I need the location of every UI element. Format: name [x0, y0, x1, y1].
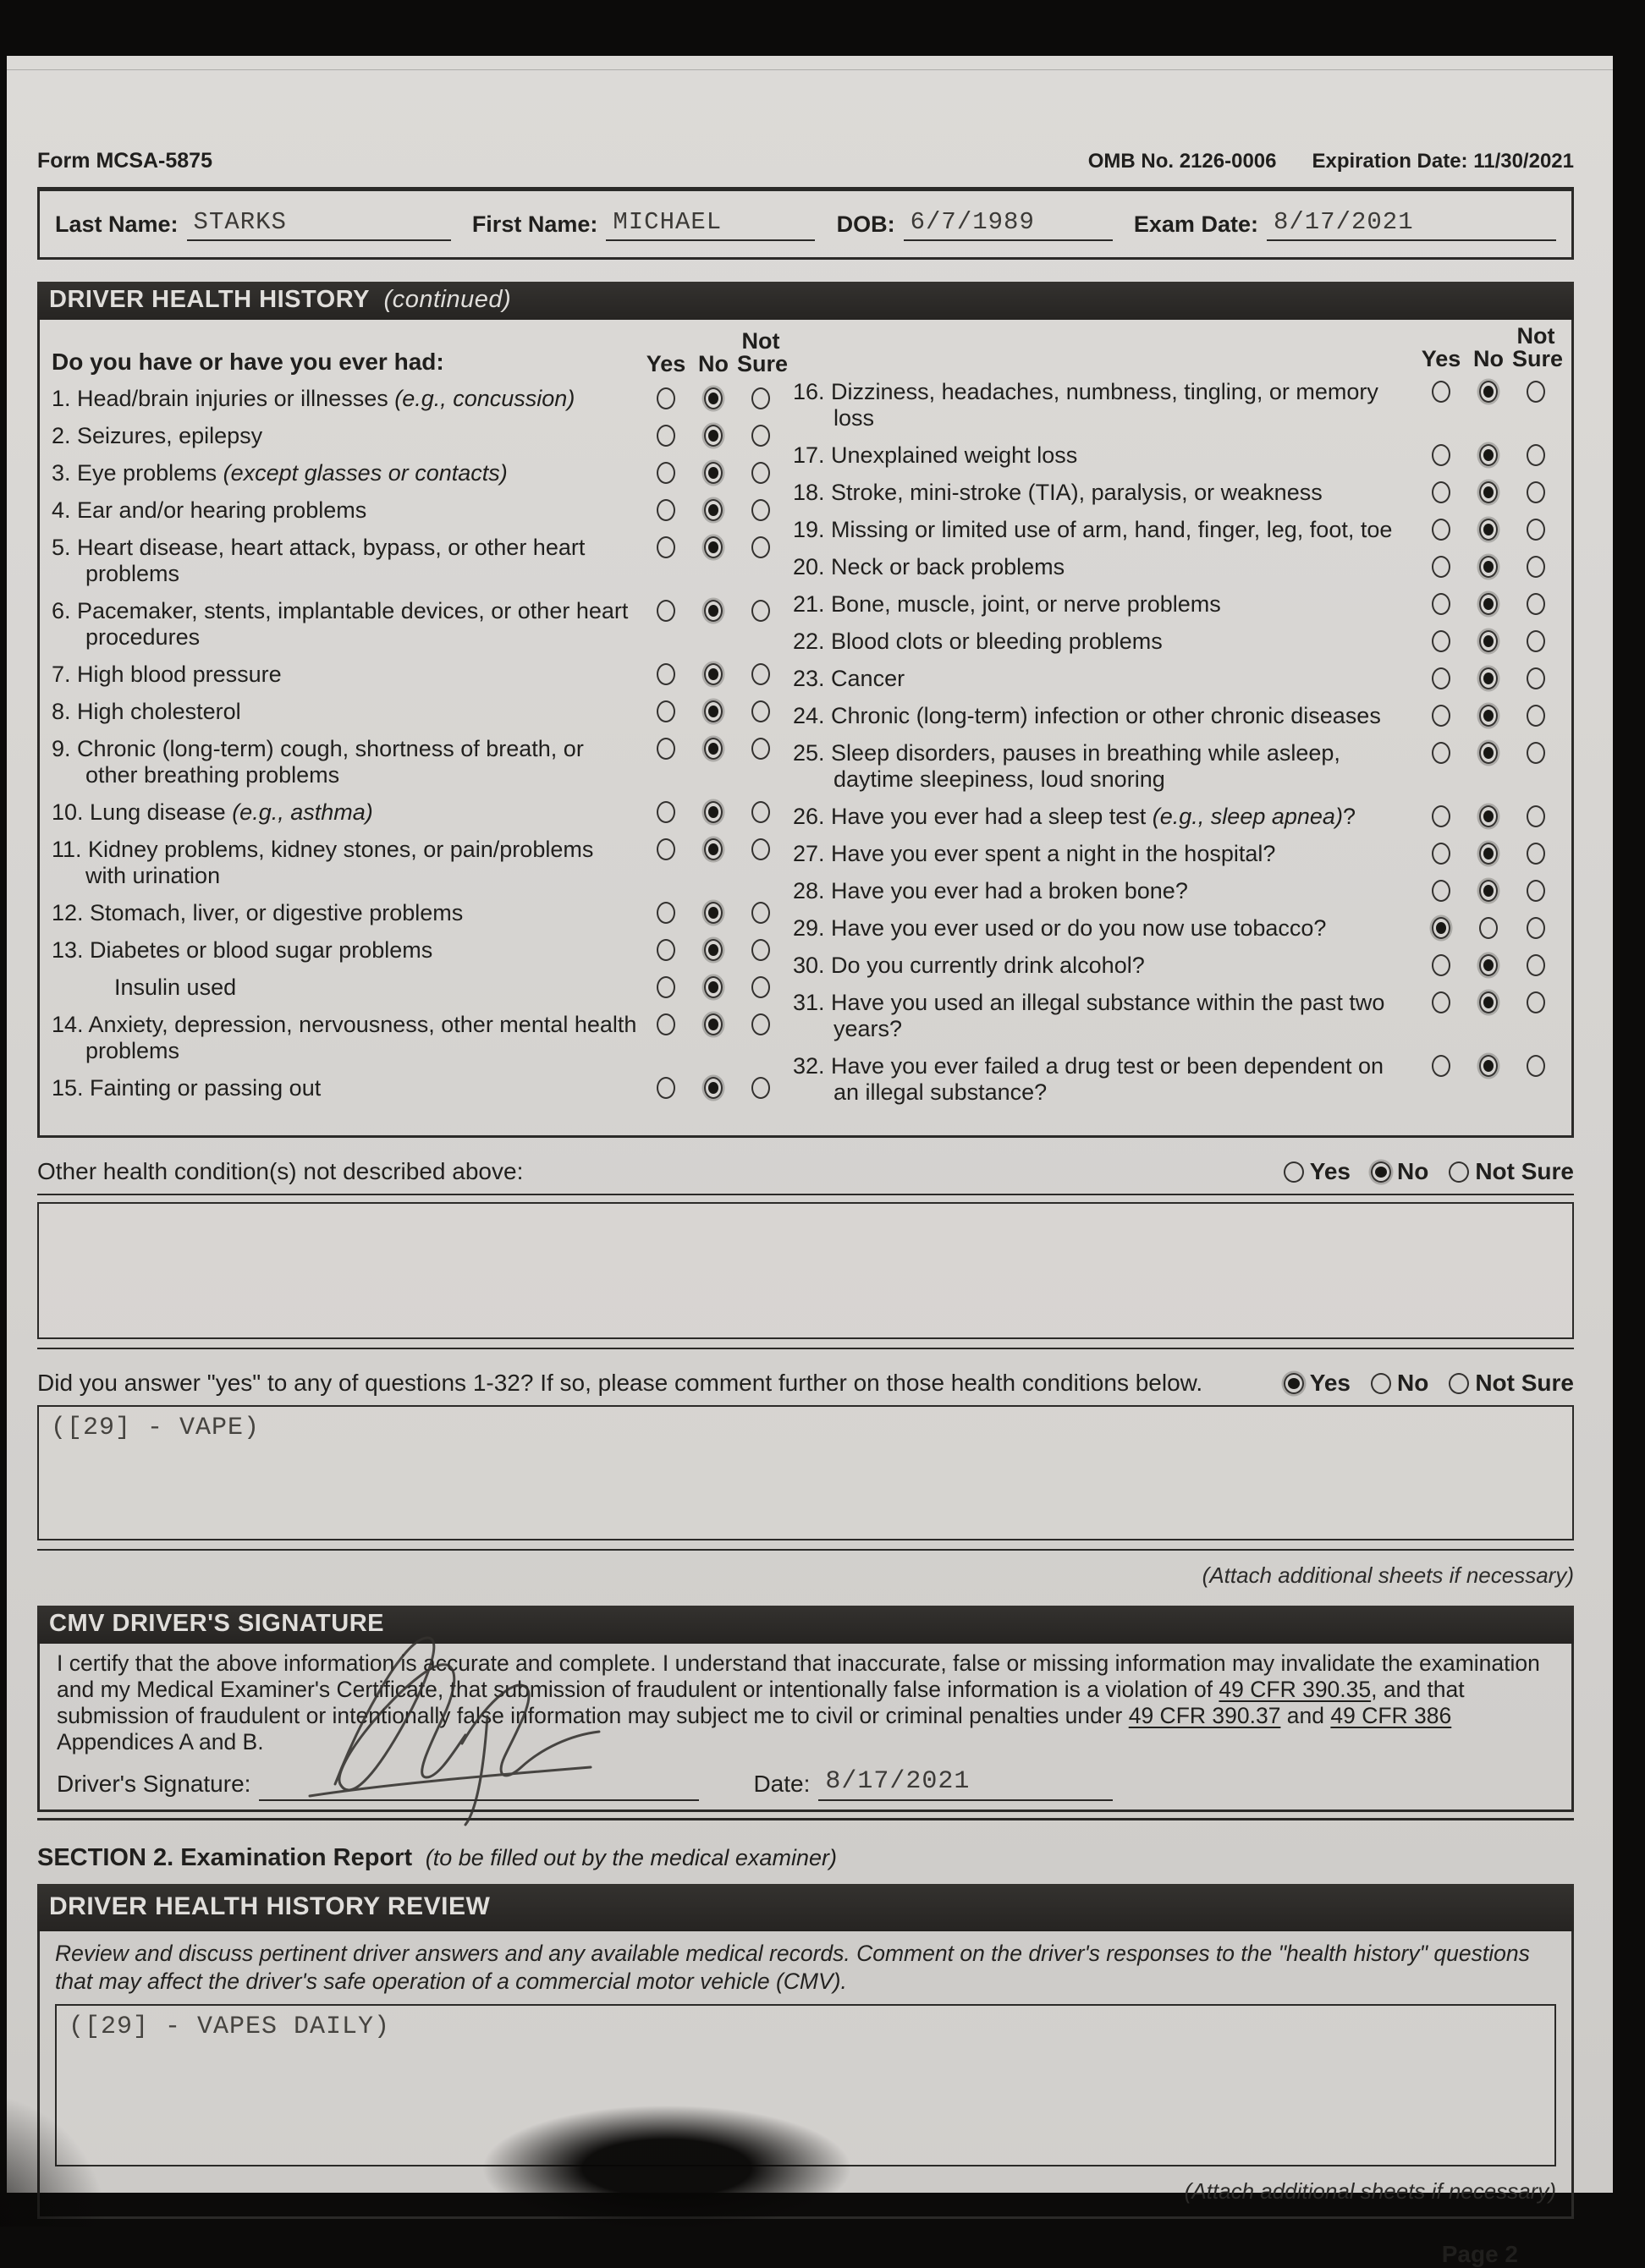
q20-yes-radio[interactable] [1432, 556, 1450, 578]
question-row [52, 799, 784, 826]
q22-text: 22. Blood clots or bleeding problems [793, 629, 1163, 654]
other-not-sure-label: Not Sure [1475, 1158, 1574, 1184]
q15-yes-radio[interactable] [657, 1077, 675, 1099]
q9-yes-radio[interactable] [657, 738, 675, 760]
q32-text: 32. Have you ever failed a drug test or been dependent on an illegal substance? [793, 1053, 1384, 1105]
question-row [793, 703, 1560, 729]
q22-no-radio[interactable] [1479, 630, 1498, 652]
question-row [793, 442, 1560, 469]
other-not-sure-radio[interactable] [1449, 1161, 1469, 1183]
q1-text: 1. Head/brain injuries or illnesses (e.g., concussion) [52, 386, 575, 411]
q24-no-radio[interactable] [1479, 705, 1498, 727]
q20-not-sure-radio[interactable] [1527, 556, 1545, 578]
form-header [37, 149, 1574, 173]
q16-no-radio[interactable] [1479, 381, 1498, 403]
q13-text: 13. Diabetes or blood sugar problems [52, 937, 433, 963]
question-row [793, 480, 1560, 506]
section2-heading: SECTION 2. Examination Report (to be filled out by the medical examiner) [37, 1844, 837, 1871]
health-history-review-bar: DRIVER HEALTH HISTORY REVIEW [37, 1884, 1574, 1931]
q31-not-sure-radio[interactable] [1527, 991, 1545, 1013]
q10-not-sure-radio[interactable] [751, 801, 770, 823]
question-row [52, 423, 784, 449]
col-header-no: No [1473, 346, 1504, 371]
other-no-option[interactable] [1371, 1158, 1428, 1185]
q26-not-sure-radio[interactable] [1527, 805, 1545, 827]
question-row [52, 900, 784, 926]
other-conditions-row [37, 1158, 1574, 1185]
question-row [793, 666, 1560, 692]
q24-yes-radio[interactable] [1432, 705, 1450, 727]
q14-not-sure-radio[interactable] [751, 1013, 770, 1035]
question-row [793, 878, 1560, 904]
other-yes-option[interactable] [1284, 1158, 1351, 1185]
q27-yes-radio[interactable] [1432, 843, 1450, 865]
q2-text: 2. Seizures, epilepsy [52, 423, 263, 448]
q32-not-sure-radio[interactable] [1527, 1055, 1545, 1077]
question-row [793, 517, 1560, 543]
q8-not-sure-radio[interactable] [751, 700, 770, 722]
health-history-grid [37, 320, 1574, 1138]
comment-textbox[interactable]: ([29] - VAPE) [37, 1405, 1574, 1540]
q1-yes-radio[interactable] [657, 387, 675, 409]
comments-not-sure-label: Not Sure [1475, 1370, 1574, 1396]
question-row [52, 386, 784, 412]
q11-yes-radio[interactable] [657, 838, 675, 860]
question-row [52, 837, 784, 889]
q13a-text: Insulin used [114, 975, 237, 1000]
q30-not-sure-radio[interactable] [1527, 954, 1545, 976]
q30-text: 30. Do you currently drink alcohol? [793, 953, 1145, 978]
q23-not-sure-radio[interactable] [1527, 667, 1545, 689]
certification-box [37, 1644, 1574, 1812]
comments-yes-label: Yes [1309, 1370, 1351, 1396]
q12-yes-radio[interactable] [657, 902, 675, 924]
driver-health-history-bar [37, 282, 1574, 320]
cmv-signature-bar: CMV DRIVER'S SIGNATURE [37, 1606, 1574, 1644]
comment-prompt-label: Did you answer "yes" to any of questions 1-32? If so, please comment further on those health conditions below. [37, 1370, 1203, 1396]
q27-no-radio[interactable] [1479, 843, 1498, 865]
q8-text: 8. High cholesterol [52, 699, 241, 724]
q25-not-sure-radio[interactable] [1527, 742, 1545, 764]
q28-text: 28. Have you ever had a broken bone? [793, 878, 1188, 903]
dob-input[interactable]: 6/7/1989 [904, 208, 1113, 241]
q9-text: 9. Chronic (long-term) cough, shortness of breath, or other breathing problems [52, 736, 584, 788]
q12-text: 12. Stomach, liver, or digestive problems [52, 900, 464, 925]
q19-no-radio[interactable] [1479, 519, 1498, 541]
q8-no-radio[interactable] [704, 700, 723, 722]
scanned-form-page [7, 56, 1613, 2267]
question-row [793, 379, 1560, 431]
q5-no-radio[interactable] [704, 536, 723, 558]
q4-yes-radio[interactable] [657, 499, 675, 521]
review-textbox[interactable]: ([29] - VAPES DAILY) [55, 2004, 1556, 2166]
q31-yes-radio[interactable] [1432, 991, 1450, 1013]
question-row [52, 497, 784, 524]
question-row [52, 662, 784, 688]
q7-text: 7. High blood pressure [52, 662, 282, 687]
q15-no-radio[interactable] [704, 1077, 723, 1099]
q13-not-sure-radio[interactable] [751, 939, 770, 961]
q3-no-radio[interactable] [704, 462, 723, 484]
question-row [793, 629, 1560, 655]
q30-yes-radio[interactable] [1432, 954, 1450, 976]
other-no-label: No [1396, 1158, 1429, 1184]
q19-not-sure-radio[interactable] [1527, 519, 1545, 541]
q10-text: 10. Lung disease (e.g., asthma) [52, 799, 373, 825]
exam-date-label: Exam Date: [1133, 211, 1258, 237]
q8-yes-radio[interactable] [657, 700, 675, 722]
review-instructions: Review and discuss pertinent driver answers and any available medical records. Comment on the driver's responses to the "health history" questions that may affect the driver's safe operation of a commercial motor vehicle (CMV). [55, 1941, 1530, 1994]
q21-no-radio[interactable] [1479, 593, 1498, 615]
q29-no-radio[interactable] [1479, 917, 1498, 939]
q13-no-radio[interactable] [704, 939, 723, 961]
q13a-not-sure-radio[interactable] [751, 976, 770, 998]
q31-text: 31. Have you used an illegal substance within the past two years? [793, 990, 1385, 1041]
q26-no-radio[interactable] [1479, 805, 1498, 827]
q9-not-sure-radio[interactable] [751, 738, 770, 760]
comments-no-option[interactable] [1371, 1370, 1428, 1397]
q1-no-radio[interactable] [704, 387, 723, 409]
question-row [52, 975, 784, 1001]
question-row [793, 591, 1560, 618]
q11-not-sure-radio[interactable] [751, 838, 770, 860]
question-row [52, 598, 784, 651]
q5-yes-radio[interactable] [657, 536, 675, 558]
cfr-citation: 49 CFR 386 [1330, 1703, 1452, 1728]
q14-no-radio[interactable] [704, 1013, 723, 1035]
comments-yes-radio[interactable] [1284, 1373, 1304, 1394]
q28-not-sure-radio[interactable] [1527, 880, 1545, 902]
question-row [793, 990, 1560, 1042]
q17-yes-radio[interactable] [1432, 444, 1450, 466]
q6-yes-radio[interactable] [657, 600, 675, 622]
other-not-sure-option[interactable] [1449, 1158, 1574, 1185]
question-row [52, 736, 784, 788]
question-row [793, 554, 1560, 580]
comments-no-radio[interactable] [1371, 1373, 1391, 1394]
q29-yes-radio[interactable] [1432, 917, 1450, 939]
question-row [52, 1012, 784, 1064]
q13a-yes-radio[interactable] [657, 976, 675, 998]
dob-label: DOB: [836, 211, 895, 237]
q26-yes-radio[interactable] [1432, 805, 1450, 827]
q24-text: 24. Chronic (long-term) infection or other chronic diseases [793, 703, 1381, 728]
omb-line [1088, 150, 1574, 173]
q9-no-radio[interactable] [704, 738, 723, 760]
q4-text: 4. Ear and/or hearing problems [52, 497, 367, 523]
col-header-not-sure: Not Sure [1512, 323, 1564, 371]
last-name-label: Last Name: [55, 211, 179, 237]
q14-yes-radio[interactable] [657, 1013, 675, 1035]
signature-date-input[interactable]: 8/17/2021 [818, 1767, 1113, 1801]
q25-no-radio[interactable] [1479, 742, 1498, 764]
expiration-date: Expiration Date: 11/30/2021 [1312, 150, 1574, 173]
q2-no-radio[interactable] [704, 425, 723, 447]
certification-text: I certify that the above information is accurate and complete. I understand that inaccurate, false or missing information may invalidate the examination and my Medical Examiner's Certificate, that submission of fraudulent or intentionally false information is a violation of 49 CFR 390.35, and that submission of fraudulent or intentionally false information may subject me to civil or criminal penalties under 49 CFR 390.37 and 49 CFR 386 Appendices A and B. [57, 1650, 1540, 1755]
cfr-citation: 49 CFR 390.37 [1128, 1703, 1281, 1728]
date-label: Date: [753, 1771, 811, 1797]
q22-not-sure-radio[interactable] [1527, 630, 1545, 652]
q6-no-radio[interactable] [704, 600, 723, 622]
section-title-suffix: (continued) [383, 286, 512, 313]
form-number: Form MCSA-5875 [37, 149, 212, 173]
q6-not-sure-radio[interactable] [751, 600, 770, 622]
comments-yes-option[interactable] [1284, 1370, 1351, 1397]
q16-not-sure-radio[interactable] [1527, 381, 1545, 403]
q31-no-radio[interactable] [1479, 991, 1498, 1013]
exam-date-field [1134, 208, 1556, 241]
q21-text: 21. Bone, muscle, joint, or nerve problems [793, 591, 1221, 617]
q22-yes-radio[interactable] [1432, 630, 1450, 652]
dob-field [837, 208, 1113, 241]
q21-yes-radio[interactable] [1432, 593, 1450, 615]
first-name-input[interactable]: MICHAEL [606, 208, 815, 241]
q5-not-sure-radio[interactable] [751, 536, 770, 558]
attach-note: (Attach additional sheets if necessary) [1184, 2178, 1556, 2204]
q6-text: 6. Pacemaker, stents, implantable devices, or other heart procedures [52, 598, 629, 650]
q25-yes-radio[interactable] [1432, 742, 1450, 764]
q30-no-radio[interactable] [1479, 954, 1498, 976]
cfr-citation: 49 CFR 390.35 [1219, 1677, 1372, 1702]
q27-text: 27. Have you ever spent a night in the hospital? [793, 841, 1276, 866]
q32-no-radio[interactable] [1479, 1055, 1498, 1077]
q7-not-sure-radio[interactable] [751, 663, 770, 685]
col-header-not-sure: Not Sure [737, 328, 789, 376]
q2-not-sure-radio[interactable] [751, 425, 770, 447]
q2-yes-radio[interactable] [657, 425, 675, 447]
q15-text: 15. Fainting or passing out [52, 1075, 322, 1101]
question-row [52, 535, 784, 587]
question-row [793, 953, 1560, 979]
q32-yes-radio[interactable] [1432, 1055, 1450, 1077]
question-row [793, 1053, 1560, 1106]
comments-not-sure-option[interactable] [1449, 1370, 1574, 1397]
q17-no-radio[interactable] [1479, 444, 1498, 466]
q11-no-radio[interactable] [704, 838, 723, 860]
other-yes-radio[interactable] [1284, 1161, 1304, 1183]
other-conditions-textbox[interactable] [37, 1202, 1574, 1339]
col-header-yes: Yes [646, 351, 686, 376]
col-header-no: No [698, 351, 729, 376]
q23-no-radio[interactable] [1479, 667, 1498, 689]
q25-text: 25. Sleep disorders, pauses in breathing while asleep, daytime sleepiness, loud snoring [793, 740, 1340, 792]
q20-text: 20. Neck or back problems [793, 554, 1065, 579]
q12-no-radio[interactable] [704, 902, 723, 924]
question-row [793, 804, 1560, 830]
q13a-no-radio[interactable] [704, 976, 723, 998]
q3-text: 3. Eye problems (except glasses or contacts) [52, 460, 508, 486]
attach-note: (Attach additional sheets if necessary) [1202, 1562, 1574, 1588]
q16-text: 16. Dizziness, headaches, numbness, tingling, or memory loss [793, 379, 1378, 431]
question-row [52, 937, 784, 964]
q28-yes-radio[interactable] [1432, 880, 1450, 902]
page-number: Page 2 [1441, 2241, 1518, 2267]
section-title: DRIVER HEALTH HISTORY [49, 286, 370, 313]
last-name-input[interactable]: STARKS [187, 208, 451, 241]
photo-shadow-blob [481, 2105, 853, 2232]
q23-yes-radio[interactable] [1432, 667, 1450, 689]
q29-not-sure-radio[interactable] [1527, 917, 1545, 939]
q27-not-sure-radio[interactable] [1527, 843, 1545, 865]
q3-not-sure-radio[interactable] [751, 462, 770, 484]
q18-no-radio[interactable] [1479, 481, 1498, 503]
section2-heading-note: (to be filled out by the medical examiner) [425, 1845, 837, 1870]
other-conditions-options [1284, 1158, 1574, 1185]
q10-no-radio[interactable] [704, 801, 723, 823]
drivers-signature-label: Driver's Signature: [57, 1771, 251, 1797]
answer-columns-header-right [1417, 323, 1564, 371]
q7-yes-radio[interactable] [657, 663, 675, 685]
q14-text: 14. Anxiety, depression, nervousness, other mental health problems [52, 1012, 637, 1063]
q13-yes-radio[interactable] [657, 939, 675, 961]
q4-not-sure-radio[interactable] [751, 499, 770, 521]
q3-yes-radio[interactable] [657, 462, 675, 484]
q18-yes-radio[interactable] [1432, 481, 1450, 503]
q19-text: 19. Missing or limited use of arm, hand, finger, leg, foot, toe [793, 517, 1393, 542]
questions-column-right [784, 320, 1571, 1135]
answer-columns-header-left [642, 328, 789, 376]
last-name-field [55, 208, 451, 241]
col-header-yes: Yes [1421, 346, 1461, 371]
comments-not-sure-radio[interactable] [1449, 1373, 1469, 1394]
q4-no-radio[interactable] [704, 499, 723, 521]
question-row [793, 740, 1560, 793]
identity-box [37, 187, 1574, 260]
question-row [793, 841, 1560, 867]
other-conditions-label: Other health condition(s) not described above: [37, 1158, 524, 1184]
q26-text: 26. Have you ever had a sleep test (e.g., sleep apnea)? [793, 804, 1356, 829]
photo-shadow-corner [0, 2074, 125, 2227]
omb-number: OMB No. 2126-0006 [1087, 150, 1277, 173]
q12-not-sure-radio[interactable] [751, 902, 770, 924]
q11-text: 11. Kidney problems, kidney stones, or pain/problems with urination [52, 837, 594, 888]
q23-text: 23. Cancer [793, 666, 905, 691]
exam-date-input[interactable]: 8/17/2021 [1267, 208, 1556, 241]
q18-not-sure-radio[interactable] [1527, 481, 1545, 503]
q29-text: 29. Have you ever used or do you now use tobacco? [793, 915, 1327, 941]
questions-prompt: Do you have or have you ever had: [52, 349, 444, 375]
first-name-label: First Name: [471, 211, 598, 237]
q16-yes-radio[interactable] [1432, 381, 1450, 403]
comments-no-label: No [1396, 1370, 1429, 1396]
q21-not-sure-radio[interactable] [1527, 593, 1545, 615]
q10-yes-radio[interactable] [657, 801, 675, 823]
q18-text: 18. Stroke, mini-stroke (TIA), paralysis, or weakness [793, 480, 1323, 505]
question-row [52, 460, 784, 486]
question-row [52, 699, 784, 725]
question-row [793, 915, 1560, 942]
q19-yes-radio[interactable] [1432, 519, 1450, 541]
question-row [52, 1075, 784, 1101]
comment-prompt-row [37, 1370, 1574, 1397]
questions-column-left [40, 320, 789, 1135]
other-no-radio[interactable] [1371, 1161, 1391, 1183]
q1-not-sure-radio[interactable] [751, 387, 770, 409]
q28-no-radio[interactable] [1479, 880, 1498, 902]
q20-no-radio[interactable] [1479, 556, 1498, 578]
comment-options [1284, 1370, 1574, 1397]
q15-not-sure-radio[interactable] [751, 1077, 770, 1099]
drivers-signature-line[interactable] [259, 1766, 699, 1801]
first-name-field [472, 208, 816, 241]
q17-not-sure-radio[interactable] [1527, 444, 1545, 466]
q7-no-radio[interactable] [704, 663, 723, 685]
q24-not-sure-radio[interactable] [1527, 705, 1545, 727]
other-yes-label: Yes [1309, 1158, 1351, 1184]
q5-text: 5. Heart disease, heart attack, bypass, or other heart problems [52, 535, 586, 586]
q17-text: 17. Unexplained weight loss [793, 442, 1078, 468]
